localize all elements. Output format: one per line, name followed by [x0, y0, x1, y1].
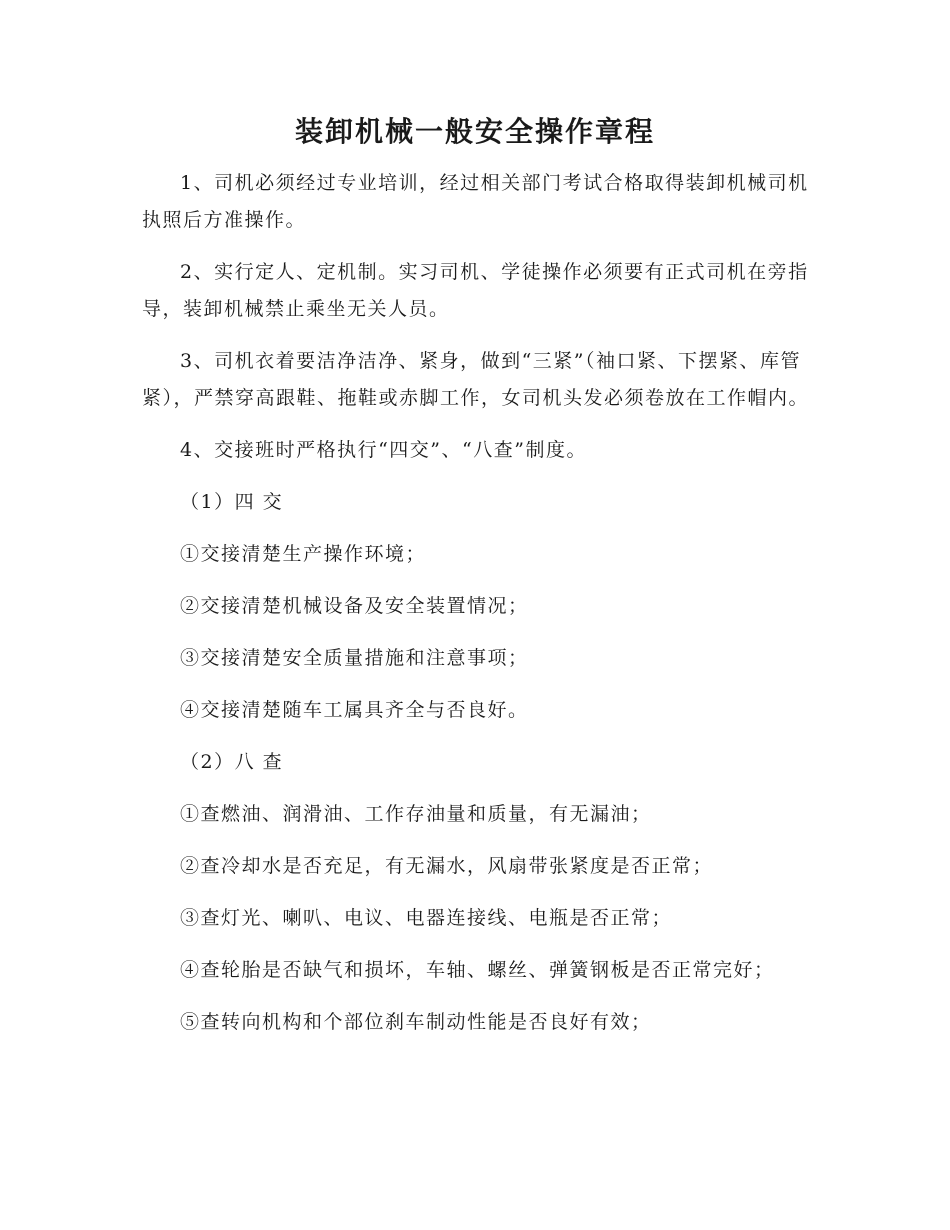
paragraph-1: 1、司机必须经过专业培训，经过相关部门考试合格取得装卸机械司机执照后方准操作。	[142, 172, 809, 231]
paragraph-2: 2、实行定人、定机制。实习司机、学徒操作必须要有正式司机在旁指导，装卸机械禁止乘坐无关人员。	[142, 261, 809, 320]
list-item: ③交接清楚安全质量措施和注意事项；	[180, 647, 529, 669]
section-heading-eight-checks: （2）八 查	[180, 751, 284, 773]
paragraph-3: 3、司机衣着要洁净洁净、紧身，做到“三紧”（袖口紧、下摆紧、库管紧），严禁穿高跟鞋、拖鞋或赤脚工作，女司机头发必须卷放在工作帽内。	[142, 350, 810, 409]
document-body	[142, 165, 810, 1041]
list-item: ②交接清楚机械设备及安全装置情况；	[180, 595, 529, 617]
list-item: ④查轮胎是否缺气和损坏，车轴、螺丝、弹簧钢板是否正常完好；	[180, 959, 775, 981]
list-item: ②查冷却水是否充足，有无漏水，风扇带张紧度是否正常；	[180, 855, 714, 877]
list-item: ⑤查转向机构和个部位刹车制动性能是否良好有效；	[180, 1011, 652, 1033]
list-item: ①查燃油、润滑油、工作存油量和质量，有无漏油；	[180, 803, 652, 825]
list-item: ③查灯光、喇叭、电议、电器连接线、电瓶是否正常；	[180, 907, 673, 929]
document-title: 装卸机械一般安全操作章程	[294, 115, 655, 148]
list-item: ①交接清楚生产操作环境；	[180, 543, 427, 565]
list-item: ④交接清楚随车工属具齐全与否良好。	[180, 699, 529, 721]
section-heading-four-handovers: （1）四 交	[180, 491, 284, 513]
paragraph-4: 4、交接班时严格执行“四交”、“八查”制度。	[180, 439, 587, 461]
